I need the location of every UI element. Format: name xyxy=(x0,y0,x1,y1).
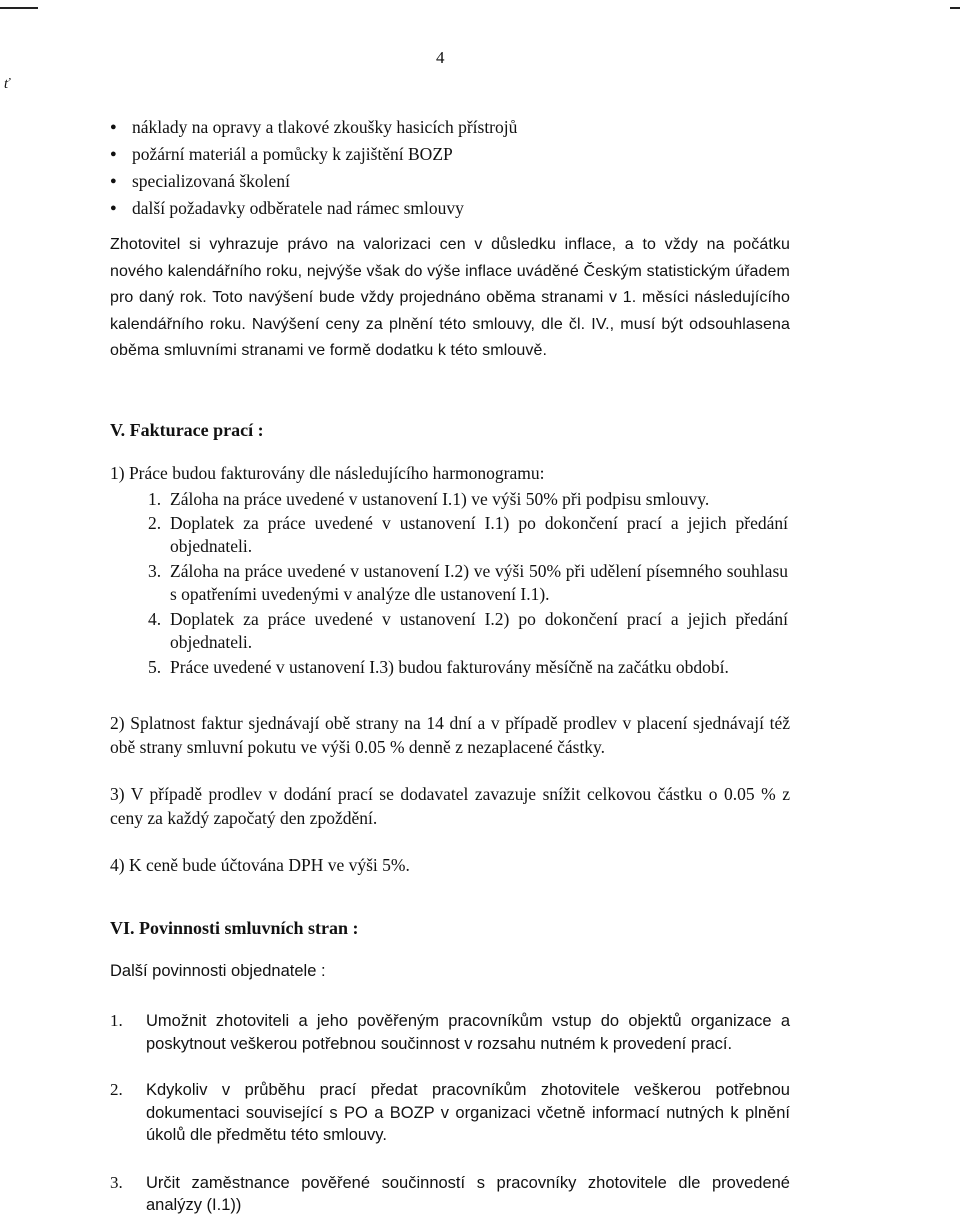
list-item: ● specializovaná školení xyxy=(110,168,517,195)
item-number: 2. xyxy=(110,1080,123,1099)
item-text: Doplatek za práce uvedené v ustanovení I.1) po dokončení prací a jejich předání objednateli. xyxy=(170,513,788,556)
vat-paragraph: 4) K ceně bude účtována DPH ve výši 5%. xyxy=(110,855,410,875)
list-item xyxy=(110,1079,790,1147)
list-item xyxy=(148,512,788,558)
scan-edge-line-left xyxy=(0,7,38,9)
invoicing-schedule xyxy=(148,488,788,679)
list-item xyxy=(110,1172,790,1217)
item-number: 4. xyxy=(148,609,162,629)
client-duties-list xyxy=(110,1010,790,1217)
item-text: Záloha na práce uvedené v ustanovení I.1) ve výši 50% při podpisu smlouvy. xyxy=(170,489,710,509)
item-text: Určit zaměstnance pověřené součinností s pracovníky zhotovitele dle provedené analýzy (I.1)) xyxy=(146,1173,790,1214)
item-number: 3. xyxy=(110,1172,123,1192)
list-item xyxy=(110,1010,790,1055)
item-number: 5. xyxy=(148,657,162,677)
list-item xyxy=(148,560,788,606)
list-item xyxy=(148,488,788,511)
client-duties-subtitle: Další povinnosti objednatele : xyxy=(110,962,326,980)
delay-penalty-paragraph: 3) V případě prodlev v dodání prací se dodavatel zavazuje snížit celkovou částku o 0.05 % z ceny za každý započatý den zpoždění. xyxy=(110,784,790,828)
item-number: 3. xyxy=(148,561,162,581)
valorization-paragraph: Zhotovitel si vyhrazuje právo na valorizaci cen v důsledku inflace, a to vždy na počátku nového kalendářního roku, nejvýše však do výše inflace uváděné Českým statistickým úřadem pro daný rok. Toto navýšení bude vždy projednáno oběma stranami v 1. měsíci následujícího kalendářního roku. Navýšení ceny za plnění této smlouvy, dle čl. IV., musí být odsouhlasena oběma smluvními stranami ve formě dodatku k této smlouvě. xyxy=(110,236,790,359)
cost-items-list xyxy=(110,114,517,222)
section-v-title: V. Fakturace prací : xyxy=(110,420,264,440)
invoicing-intro: 1) Práce budou fakturovány dle následujícího harmonogramu: xyxy=(110,463,545,483)
item-text: Doplatek za práce uvedené v ustanovení I.2) po dokončení prací a jejich předání objednateli. xyxy=(170,609,788,652)
list-item xyxy=(148,608,788,654)
list-item: ● náklady na opravy a tlakové zkoušky hasicích přístrojů xyxy=(110,114,517,141)
list-item xyxy=(148,656,788,679)
list-item: ● požární materiál a pomůcky k zajištění BOZP xyxy=(110,141,517,168)
section-vi-title: VI. Povinnosti smluvních stran : xyxy=(110,918,359,938)
stray-scan-mark: ť xyxy=(4,76,10,92)
list-item: ● další požadavky odběratele nad rámec smlouvy xyxy=(110,195,517,222)
item-number: 1. xyxy=(110,1011,123,1030)
item-text: Záloha na práce uvedené v ustanovení I.2) ve výši 50% při udělení písemného souhlasu s opatřeními uvedenými v analýze dle ustanovení I.1). xyxy=(170,561,788,604)
payment-terms-paragraph: 2) Splatnost faktur sjednávají obě strany na 14 dní a v případě prodlev v placení sjednávají též obě strany smluvní pokutu ve výši 0.05 % denně z nezaplacené částky. xyxy=(110,713,790,757)
item-text: Kdykoliv v průběhu prací předat pracovníkům zhotovitele veškerou potřebnou dokumentaci související s PO a BOZP v organizaci včetně informací nutných k plnění úkolů dle předmětu této smlouvy. xyxy=(146,1081,790,1144)
page-number: 4 xyxy=(436,48,445,67)
item-number: 2. xyxy=(148,513,162,533)
scan-edge-line-right xyxy=(950,7,960,9)
item-text: Práce uvedené v ustanovení I.3) budou fakturovány měsíčně na začátku období. xyxy=(170,657,729,677)
item-text: Umožnit zhotoviteli a jeho pověřeným pracovníkům vstup do objektů organizace a poskytnout veškerou potřebnou součinnost v rozsahu nutném k provedení prací. xyxy=(146,1012,790,1053)
item-number: 1. xyxy=(148,489,162,509)
